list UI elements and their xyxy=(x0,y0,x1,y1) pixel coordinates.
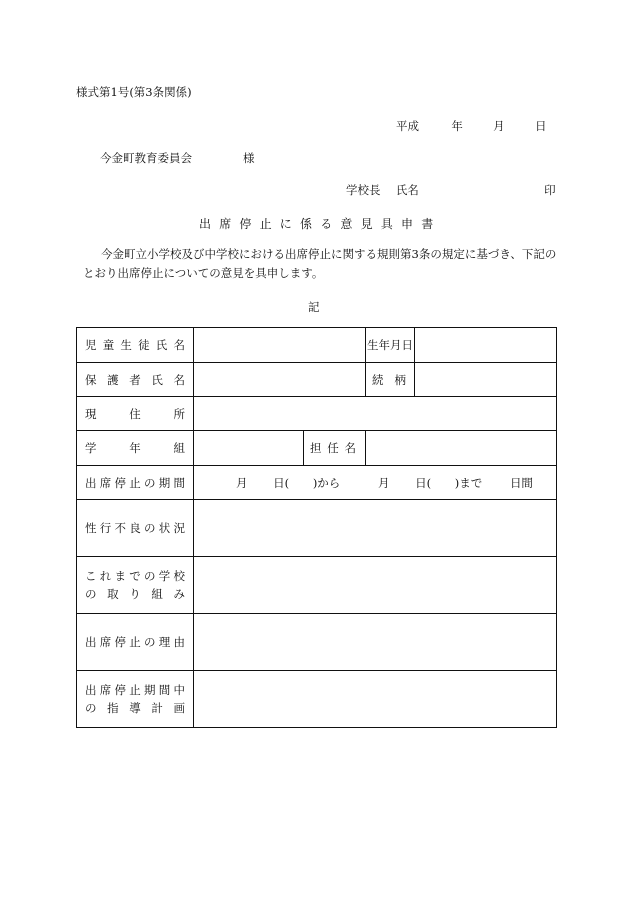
grade-class-field[interactable] xyxy=(194,431,304,466)
label-char: 氏 xyxy=(151,372,163,387)
label-char: の xyxy=(144,521,156,535)
label-char: 状 xyxy=(158,521,171,535)
label-char: 停 xyxy=(114,635,126,649)
label-char: 計 xyxy=(151,701,163,715)
label-char: 組 xyxy=(151,587,163,601)
label-char: 止 xyxy=(129,475,141,490)
address-field[interactable] xyxy=(194,397,557,431)
label-char: 児 xyxy=(85,338,97,352)
relationship-field[interactable] xyxy=(415,363,557,397)
behavior-field[interactable] xyxy=(194,500,557,557)
label-char: 間 xyxy=(173,475,185,490)
student-name-field[interactable] xyxy=(194,328,366,363)
homeroom-teacher-field[interactable] xyxy=(366,431,557,466)
principal-title: 学校長 xyxy=(346,183,381,197)
reason-label xyxy=(77,614,194,671)
row-student-name xyxy=(77,328,557,363)
reason-field[interactable] xyxy=(194,614,557,671)
label-char: 任 xyxy=(327,441,339,455)
label-char: 童 xyxy=(102,338,115,352)
guardian-name-field[interactable] xyxy=(194,363,366,397)
label-char: 保 xyxy=(85,372,97,387)
label-char: 護 xyxy=(107,372,119,387)
period-days: 日間 xyxy=(509,475,533,490)
label-char: で xyxy=(129,569,141,583)
label-char: 間 xyxy=(158,683,171,697)
label-char: 学 xyxy=(85,441,97,455)
row-reason xyxy=(77,614,557,671)
birth-date-label: 生年月日 xyxy=(366,328,415,363)
grade-class-label xyxy=(77,431,194,466)
label-char: 止 xyxy=(129,683,141,697)
label-char: 名 xyxy=(344,441,356,455)
seal-mark: 印 xyxy=(544,183,556,197)
label-char: 者 xyxy=(129,372,141,387)
period-month1: 月 xyxy=(236,475,248,490)
label-char: 席 xyxy=(99,683,112,697)
behavior-label xyxy=(77,500,194,557)
period-month2: 月 xyxy=(377,475,390,490)
label-char: 停 xyxy=(114,683,126,697)
label-char: 席 xyxy=(99,475,112,490)
label-char: の xyxy=(144,475,156,490)
label-char: 指 xyxy=(107,701,119,715)
date-era: 平成 xyxy=(396,119,419,133)
label-char: 停 xyxy=(114,475,126,490)
label-char: 所 xyxy=(173,406,185,421)
label-char: の xyxy=(144,635,156,649)
student-name-label xyxy=(77,328,194,363)
label-char: 由 xyxy=(173,635,185,649)
principal-name-label: 氏名 xyxy=(395,183,419,197)
row-guidance xyxy=(77,671,557,728)
date-line xyxy=(396,118,546,134)
addressee: 今金町教育委員会 xyxy=(100,151,192,165)
label-char: 行 xyxy=(99,521,112,535)
label-char: 導 xyxy=(129,701,141,715)
homeroom-teacher-label xyxy=(304,431,366,466)
label-char: 理 xyxy=(158,635,171,649)
row-behavior xyxy=(77,500,557,557)
label-char: の xyxy=(85,701,97,715)
label-char: 校 xyxy=(173,569,185,583)
label-char: 名 xyxy=(173,372,185,387)
label-char: の xyxy=(144,569,156,583)
document-title: 出席停止に係る意見具申書 xyxy=(199,217,442,231)
date-day: 日 xyxy=(534,119,547,133)
relationship-label xyxy=(366,363,415,397)
period-until: )まで xyxy=(454,475,483,490)
label-char: 不 xyxy=(114,521,126,535)
label-char: 名 xyxy=(173,338,185,352)
guidance-plan-label xyxy=(77,671,194,728)
label-char: 期 xyxy=(158,475,171,490)
label-char: 出 xyxy=(85,475,97,490)
row-school-efforts xyxy=(77,557,557,614)
guidance-plan-field[interactable] xyxy=(194,671,557,728)
row-address xyxy=(77,397,557,431)
row-period xyxy=(77,466,557,500)
label-char: 期 xyxy=(144,683,156,697)
label-char: 続 xyxy=(372,372,384,387)
label-char: れ xyxy=(99,569,112,583)
label-char: 席 xyxy=(99,635,112,649)
label-char: 担 xyxy=(310,441,322,455)
label-char: ま xyxy=(114,569,126,583)
label-char: 出 xyxy=(85,635,97,649)
period-day2: 日( xyxy=(415,475,432,490)
school-efforts-field[interactable] xyxy=(194,557,557,614)
guardian-name-label xyxy=(77,363,194,397)
label-char: 画 xyxy=(173,701,185,715)
label-char: 況 xyxy=(173,521,185,535)
opinion-form-table xyxy=(76,327,557,728)
principal-line xyxy=(346,182,556,198)
label-char: 学 xyxy=(158,569,171,583)
period-day1: 日( xyxy=(273,475,290,490)
label-char: 徒 xyxy=(138,338,150,352)
row-guardian xyxy=(77,363,557,397)
body-text: 今金町立小学校及び中学校における出席停止に関する規則第3条の規定に基づき、下記のとおり出席停止についての意見を具申します。 xyxy=(83,247,557,280)
ki-heading: 記 xyxy=(308,300,320,314)
label-char: 住 xyxy=(129,406,141,421)
label-char: 氏 xyxy=(155,338,168,352)
label-char: 中 xyxy=(173,683,185,697)
label-char: 性 xyxy=(85,521,97,535)
period-label xyxy=(77,466,194,500)
period-from: )から xyxy=(312,475,341,490)
label-char: こ xyxy=(85,569,97,583)
addressee-honorific: 様 xyxy=(243,151,255,165)
row-grade xyxy=(77,431,557,466)
label-char: り xyxy=(129,587,141,601)
label-char: 止 xyxy=(129,635,141,649)
birth-date-field[interactable] xyxy=(415,328,557,363)
period-field[interactable] xyxy=(194,466,557,500)
date-month: 月 xyxy=(493,119,505,133)
label-char: 出 xyxy=(85,683,97,697)
address-label xyxy=(77,397,194,431)
label-char: 現 xyxy=(85,406,97,421)
label-char: の xyxy=(85,587,97,601)
label-char: 良 xyxy=(129,521,141,535)
form-number: 様式第1号(第3条関係) xyxy=(76,85,192,99)
label-char: 生 xyxy=(120,338,132,352)
school-efforts-label xyxy=(77,557,194,614)
date-year: 年 xyxy=(451,119,463,133)
label-char: 取 xyxy=(107,587,119,601)
label-char: 年 xyxy=(129,441,141,455)
label-char: 組 xyxy=(173,441,185,455)
label-char: み xyxy=(173,587,185,601)
label-char: 柄 xyxy=(394,372,407,387)
